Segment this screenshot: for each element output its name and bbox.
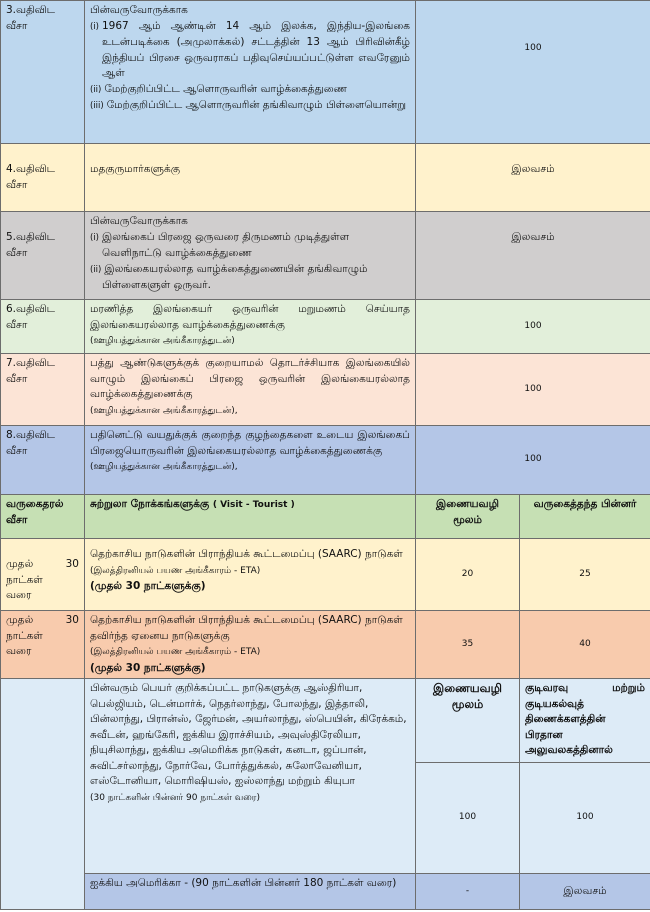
row-note: (ஊழியத்துக்கான அங்கீகாரத்துடன்): [90, 336, 235, 346]
fee-main-office: இலவசம்: [520, 874, 650, 910]
row-description: [85, 1, 416, 144]
fee-online: 20: [416, 539, 520, 611]
list-item: (i) இலங்கைப் பிரஜை ஒருவரை திருமணம் முடித்துள்ள வெளிநாட்டு வாழ்க்கைத்துணை: [90, 230, 350, 259]
countries-row-head: [1, 679, 650, 763]
row-note: (ஊழியத்துக்கான அங்கீகாரத்துடன்),: [90, 405, 238, 416]
row-label: 7.வதிவிட வீசா: [1, 354, 85, 426]
list-item: (iii) மேற்குறிப்பிட்ட ஆளொருவரின் தங்கிவாழும் பிள்ளையொன்று: [90, 99, 407, 111]
countries-note: (30 நாட்களின் பின்னர் 90 நாட்கள் வரை): [90, 792, 260, 803]
list-item: (ii) இலங்கையரல்லாத வாழ்க்கைத்துணையின் தங்கிவாழும் பிள்ளைகளுள் ஒருவர்.: [90, 262, 368, 291]
fee-online: 100: [416, 763, 520, 874]
fee-main-office: 100: [520, 763, 650, 874]
row-description: பதினெட்டு வயதுக்குக் குறைந்த குழந்தைகளை உடைய இலங்கைப் பிரஜையொருவரின் இலங்கையரல்லாத வாழ்க்கைத்துணைக்கு (ஊழியத்துக்கான அங்கீகாரத்துடன்),: [85, 426, 416, 495]
fee-online: -: [416, 874, 520, 910]
arrival-row-saarc: [1, 539, 650, 611]
header-on-arrival: வருகைத்தந்த பின்னர்: [520, 495, 650, 539]
countries-list: பின்வரும் பெயர் குறிக்கப்பட்ட நாடுகளுக்கு ஆஸ்திரியா, பெல்ஜியம், டென்மார்க், நெதர்லாந்து, போலந்து, இத்தாலி, பின்லாந்து, பிரான்ஸ், ஜேர்மன், அயர்லாந்து, ஸ்பெயின், கிரேக்கம், சுவீடன், ஹங்கேரி, ஐக்கிய இராச்சியம், அவுஸ்திரேலியா, நியுசிலாந்து, ஐக்கிய அமெரிக்க நாடுகள், கனடா, ஜப்பான், சுவிட்சர்லாந்து, நோர்வே, போர்த்துக்கல், சுலோவேனியா, எஸ்டோனியா, மொரிஷியஸ், ஐஸ்லாந்து மற்றும் கியுபா (30 நாட்களின் பின்னர் 90 நாட்கள் வரை): [85, 679, 416, 874]
visa-row-4: [1, 144, 650, 212]
row-label: 5.வதிவிட வீசா: [1, 212, 85, 300]
row-label: 3.வதிவிட வீசா: [1, 1, 85, 144]
row-description: தெற்காசிய நாடுகளின் பிராந்தியக் கூட்டமைப்பு (SAARC) நாடுகள் தவிர்ந்த ஏனைய நாடுகளுக்கு (இலத்திரனியல் பயண அங்கீகாரம் - ETA) (முதல் 30 நாட்களுக்கு): [85, 611, 416, 679]
fee-on-arrival: 25: [520, 539, 650, 611]
header-online: இணையவழி மூலம்: [416, 495, 520, 539]
fee-value: 100: [416, 354, 650, 426]
usa-description: ஐக்கிய அமெரிக்கா - (90 நாட்களின் பின்னர் 180 நாட்கள் வரை): [85, 874, 416, 910]
fee-online: 35: [416, 611, 520, 679]
row-intro: பின்வருவோருக்காக: [90, 4, 188, 16]
fee-value: இலவசம்: [416, 144, 650, 212]
arrival-row-non-saarc: [1, 611, 650, 679]
visa-row-6: [1, 300, 650, 354]
header-visa-type: வருகைதரல் வீசா: [1, 495, 85, 539]
row-description: [85, 212, 416, 300]
row-label: 8.வதிவிட வீசா: [1, 426, 85, 495]
row-description: மதகுருமார்களுக்கு: [85, 144, 416, 212]
fee-value: 100: [416, 1, 650, 144]
row-description: தெற்காசிய நாடுகளின் பிராந்தியக் கூட்டமைப்பு (SAARC) நாடுகள் (இலத்திரனியல் பயண அங்கீகாரம் - ETA) (முதல் 30 நாட்களுக்கு): [85, 539, 416, 611]
visa-row-8: [1, 426, 650, 495]
row-label: முதல் 30 நாட்கள் வரை: [1, 539, 85, 611]
empty-label-cell: [1, 679, 85, 910]
row-note: (ஊழியத்துக்கான அங்கீகாரத்துடன்),: [90, 462, 238, 472]
row-label: முதல் 30 நாட்கள் வரை: [1, 611, 85, 679]
visa-row-5: [1, 212, 650, 300]
visa-row-3: [1, 1, 650, 144]
countries-row-usa: [1, 874, 650, 910]
list-item: (ii) மேற்குறிப்பிட்ட ஆளொருவரின் வாழ்க்கைத்துணை: [90, 82, 348, 95]
fee-on-arrival: 40: [520, 611, 650, 679]
row-intro: பின்வருவோருக்காக: [90, 215, 188, 227]
fee-value: 100: [416, 426, 650, 495]
row-label: 6.வதிவிட வீசா: [1, 300, 85, 354]
row-description: மரணித்த இலங்கையர் ஒருவரின் மறுமணம் செய்யாத இலங்கையரல்லாத வாழ்க்கைத்துணைக்கு (ஊழியத்துக்கான அங்கீகாரத்துடன்): [85, 300, 416, 354]
header-online: இணையவழி மூலம்: [416, 679, 520, 763]
header-main-office: குடிவரவு மற்றும் குடியகல்வுத் திணைக்களத்தின் பிரதான அலுவலகத்தினால்: [520, 679, 650, 763]
header-purpose: சுற்றுலா நோக்கங்களுக்கு ( Visit - Tourist ): [85, 495, 416, 539]
row-label: 4.வதிவிட வீசா: [1, 144, 85, 212]
fee-value: 100: [416, 300, 650, 354]
fee-value: இலவசம்: [416, 212, 650, 300]
arrival-visa-header: [1, 495, 650, 539]
visa-row-7: [1, 354, 650, 426]
list-item: (i) 1967 ஆம் ஆண்டின் 14 ஆம் இலக்க, இந்திய-இலங்கை உடன்படிக்கை (அமுலாக்கல்) சட்டத்தின் 13 ஆம் பிரிவின்கீழ் இந்தியப் பிரசை ஒருவராகப் பதிவுசெய்யப்பட்டுள்ள எவரேனும் ஆள்: [90, 19, 410, 79]
row-description: பத்து ஆண்டுகளுக்குக் குறையாமல் தொடர்ச்சியாக இலங்கையில் வாழும் இலங்கைப் பிரஜை ஒருவரின் இலங்கையரல்லாத வாழ்க்கைத்துணைக்கு (ஊழியத்துக்கான அங்கீகாரத்துடன்),: [85, 354, 416, 426]
